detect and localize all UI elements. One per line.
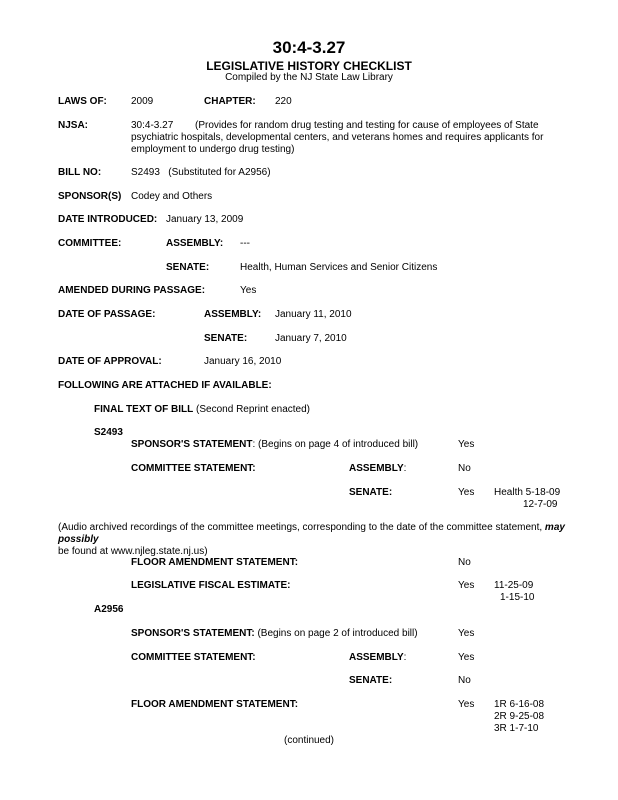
s2493-sponsor-line	[131, 439, 418, 451]
a2956-floor-value: Yes	[458, 699, 475, 710]
date-introduced-value: January 13, 2009	[166, 214, 244, 225]
final-text-line	[94, 404, 310, 416]
chapter-label: CHAPTER:	[204, 96, 256, 107]
s2493-assembly-label: ASSEMBLY	[349, 463, 404, 474]
a2956-assembly-label: ASSEMBLY	[349, 652, 404, 663]
njsa-description: (Provides for random drug testing and testing for cause of employees of State psychiatric hospitals, developmental centers, and veterans homes and requires applicants for employment to undergo drug testing)	[131, 120, 544, 155]
bill-no-value: S2493 (Substituted for A2956)	[131, 167, 271, 178]
s2493-assembly-line	[349, 463, 406, 475]
passage-assembly-value: January 11, 2010	[275, 309, 352, 320]
audio-note-prefix: (Audio archived recordings of the committee meetings, corresponding to the date of the committee statement,	[58, 522, 545, 533]
audio-note-emphasis: may possibly	[58, 522, 565, 545]
passage-assembly-label: ASSEMBLY:	[204, 309, 262, 320]
sponsors-label: SPONSOR(S)	[58, 191, 122, 202]
laws-of-label: LAWS OF:	[58, 96, 107, 107]
s2493-sponsor-label: SPONSOR'S STATEMENT	[131, 439, 253, 450]
date-of-approval-label: DATE OF APPROVAL:	[58, 356, 162, 367]
a2956-committee-label: COMMITTEE STATEMENT:	[131, 652, 256, 663]
s2493-floor-value: No	[458, 557, 471, 568]
date-of-passage-label: DATE OF PASSAGE:	[58, 309, 156, 320]
committee-senate-label: SENATE:	[166, 262, 210, 273]
a2956-floor-date1: 1R 6-16-08	[494, 699, 545, 710]
committee-assembly-label: ASSEMBLY:	[166, 238, 224, 249]
sponsors-value: Codey and Others	[131, 191, 213, 202]
page-subtitle: LEGISLATIVE HISTORY CHECKLIST	[206, 59, 412, 73]
date-of-approval-value: January 16, 2010	[204, 356, 282, 367]
date-introduced-label: DATE INTRODUCED:	[58, 214, 158, 225]
committee-assembly-value: ---	[240, 238, 250, 249]
laws-of-value: 2009	[131, 96, 154, 107]
a2956-floor-date3: 3R 1-7-10	[494, 723, 539, 734]
committee-senate-value: Health, Human Services and Senior Citizens	[240, 262, 438, 273]
attached-heading: FOLLOWING ARE ATTACHED IF AVAILABLE:	[58, 380, 272, 391]
final-text-label: FINAL TEXT OF BILL	[94, 404, 194, 415]
s2493-senate-date1: Health 5-18-09	[494, 487, 561, 498]
a2956-assembly-colon: :	[403, 652, 407, 663]
s2493-floor-label: FLOOR AMENDMENT STATEMENT:	[131, 557, 299, 568]
njsa-label: NJSA:	[58, 120, 89, 131]
a2956-sponsor-label: SPONSOR'S STATEMENT:	[131, 628, 255, 639]
s2493-sponsor-note: : (Begins on page 4 of introduced bill)	[252, 439, 419, 450]
compiled-by: Compiled by the NJ State Law Library	[225, 72, 393, 83]
a2956-floor-date2: 2R 9-25-08	[494, 711, 545, 722]
s2493-fiscal-date1: 11-25-09	[494, 580, 534, 591]
s2493-committee-label: COMMITTEE STATEMENT:	[131, 463, 256, 474]
s2493-assembly-value: No	[458, 463, 471, 474]
a2956-sponsor-note: (Begins on page 2 of introduced bill)	[254, 628, 418, 639]
s2493-fiscal-label: LEGISLATIVE FISCAL ESTIMATE:	[131, 580, 291, 591]
amended-value: Yes	[240, 285, 257, 296]
a2956-assembly-line	[349, 652, 406, 664]
a2956-assembly-value: Yes	[458, 652, 475, 663]
a2956-bill-label: A2956	[94, 604, 124, 615]
s2493-senate-value: Yes	[458, 487, 475, 498]
s2493-sponsor-value: Yes	[458, 439, 475, 450]
a2956-senate-label: SENATE:	[349, 675, 393, 686]
s2493-fiscal-value: Yes	[458, 580, 475, 591]
a2956-floor-label: FLOOR AMENDMENT STATEMENT:	[131, 699, 299, 710]
chapter-value: 220	[275, 96, 292, 107]
s2493-senate-date2: 12-7-09	[523, 499, 558, 510]
amended-label: AMENDED DURING PASSAGE:	[58, 285, 206, 296]
s2493-fiscal-date2: 1-15-10	[500, 592, 535, 603]
njsa-value: 30:4-3.27	[131, 120, 174, 131]
passage-senate-label: SENATE:	[204, 333, 248, 344]
audio-note-suffix: be found at www.njleg.state.nj.us)	[58, 546, 208, 557]
s2493-bill-label: S2493	[94, 427, 123, 438]
final-text-note: (Second Reprint enacted)	[193, 404, 310, 415]
a2956-senate-value: No	[458, 675, 471, 686]
page-title: 30:4-3.27	[272, 38, 346, 57]
a2956-sponsor-line	[131, 628, 418, 640]
a2956-sponsor-value: Yes	[458, 628, 475, 639]
continued-footer: (continued)	[283, 735, 335, 746]
passage-senate-value: January 7, 2010	[275, 333, 347, 344]
bill-no-label: BILL NO:	[58, 167, 102, 178]
audio-note	[58, 522, 578, 558]
s2493-assembly-colon: :	[403, 463, 407, 474]
committee-label: COMMITTEE:	[58, 238, 122, 249]
s2493-senate-label: SENATE:	[349, 487, 393, 498]
